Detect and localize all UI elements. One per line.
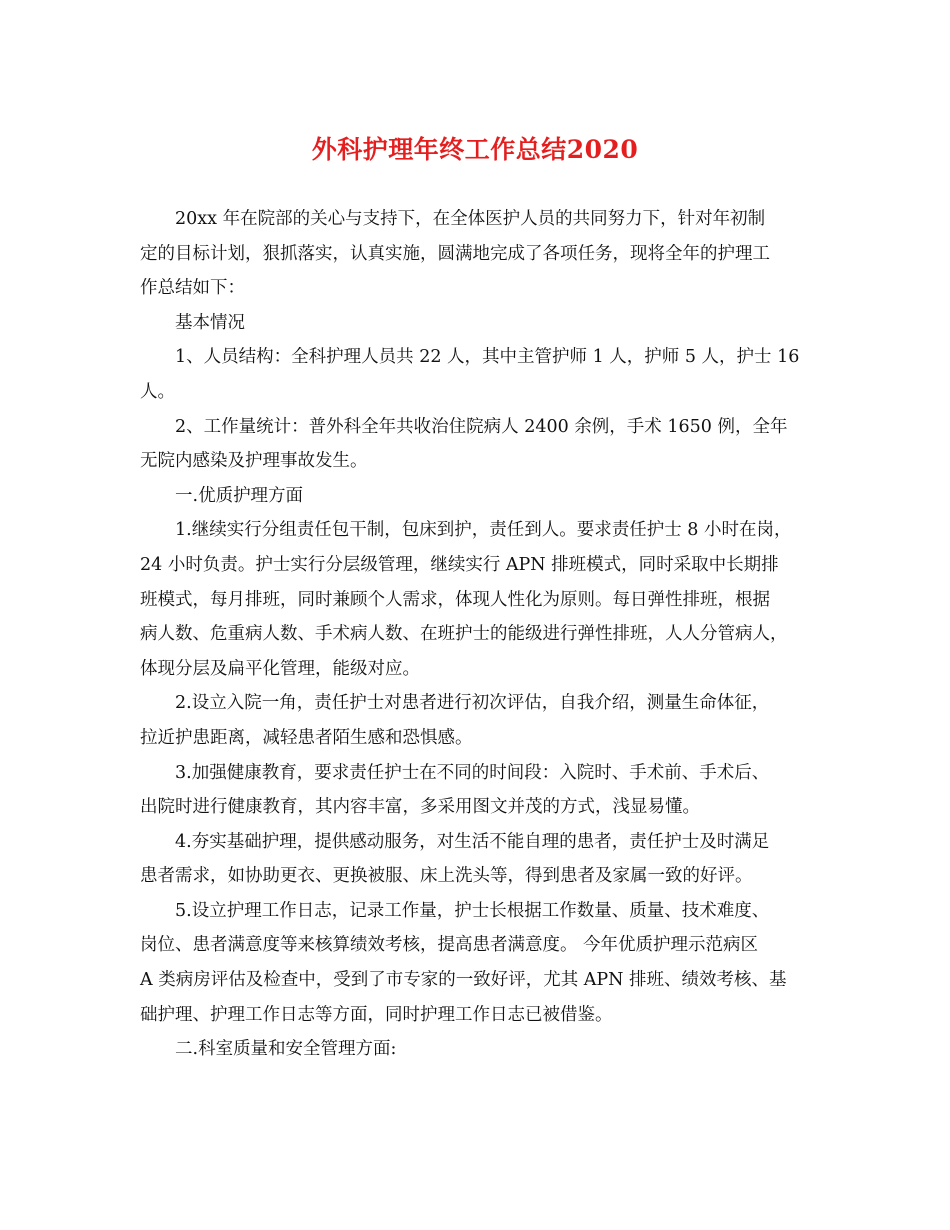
paragraph-line: 1.继续实行分组责任包干制，包床到护，责任到人。要求责任护士 8 小时在岗，	[175, 520, 792, 541]
paragraph-line: 5.设立护理工作日志，记录工作量，护士长根据工作数量、质量、技术难度、	[175, 900, 770, 921]
paragraph-line: 2、工作量统计：普外科全年共收治住院病人 2400 余例，手术 1650 例，全年	[175, 416, 788, 437]
paragraph-line: 人。	[140, 381, 175, 402]
paragraph-line: 础护理、护理工作日志等方面，同时护理工作日志已被借鉴。	[140, 1004, 613, 1025]
paragraph-line: A 类病房评估及检查中，受到了市专家的一致好评，尤其 APN 排班、绩效考核、基	[140, 970, 787, 991]
paragraph-line: 患者需求，如协助更衣、更换被服、床上洗头等，得到患者及家属一致的好评。	[140, 866, 753, 887]
paragraph-line: 班模式，每月排班，同时兼顾个人需求，体现人性化为原则。每日弹性排班，根据	[140, 589, 770, 610]
paragraph-line: 24 小时负责。护士实行分层级管理，继续实行 APN 排班模式，同时采取中长期排	[140, 554, 779, 575]
paragraph-line: 定的目标计划，狠抓落实，认真实施，圆满地完成了各项任务，现将全年的护理工	[140, 243, 770, 264]
paragraph-line: 3.加强健康教育，要求责任护士在不同的时间段：入院时、手术前、手术后、	[175, 762, 770, 783]
paragraph-line: 病人数、危重病人数、手术病人数、在班护士的能级进行弹性排班，人人分管病人，	[140, 624, 788, 645]
paragraph-line: 1、人员结构：全科护理人员共 22 人，其中主管护师 1 人，护师 5 人，护士 16	[175, 347, 800, 368]
paragraph-line: 出院时进行健康教育，其内容丰富，多采用图文并茂的方式，浅显易懂。	[140, 797, 700, 818]
section-heading: 基本情况	[175, 312, 245, 333]
paragraph-line: 2.设立入院一角，责任护士对患者进行初次评估，自我介绍，测量生命体征，	[175, 693, 770, 714]
paragraph-line: 作总结如下：	[140, 278, 245, 299]
document-body	[140, 202, 812, 1067]
paragraph-line: 20xx 年在院部的关心与支持下，在全体医护人员的共同努力下，针对年初制	[175, 209, 766, 229]
section-heading: 二.科室质量和安全管理方面:	[175, 1039, 397, 1060]
paragraph-line: 体现分层及扁平化管理，能级对应。	[140, 658, 420, 679]
document-title: 外科护理年终工作总结2020	[311, 135, 639, 164]
section-heading: 一.优质护理方面	[175, 485, 304, 506]
paragraph-line: 岗位、患者满意度等来核算绩效考核，提高患者满意度。 今年优质护理示范病区	[140, 935, 759, 956]
paragraph-line: 4.夯实基础护理，提供感动服务，对生活不能自理的患者，责任护士及时满足	[175, 831, 770, 852]
paragraph-line: 拉近护患距离，减轻患者陌生感和恐惧感。	[140, 727, 473, 748]
paragraph-line: 无院内感染及护理事故发生。	[140, 451, 368, 472]
